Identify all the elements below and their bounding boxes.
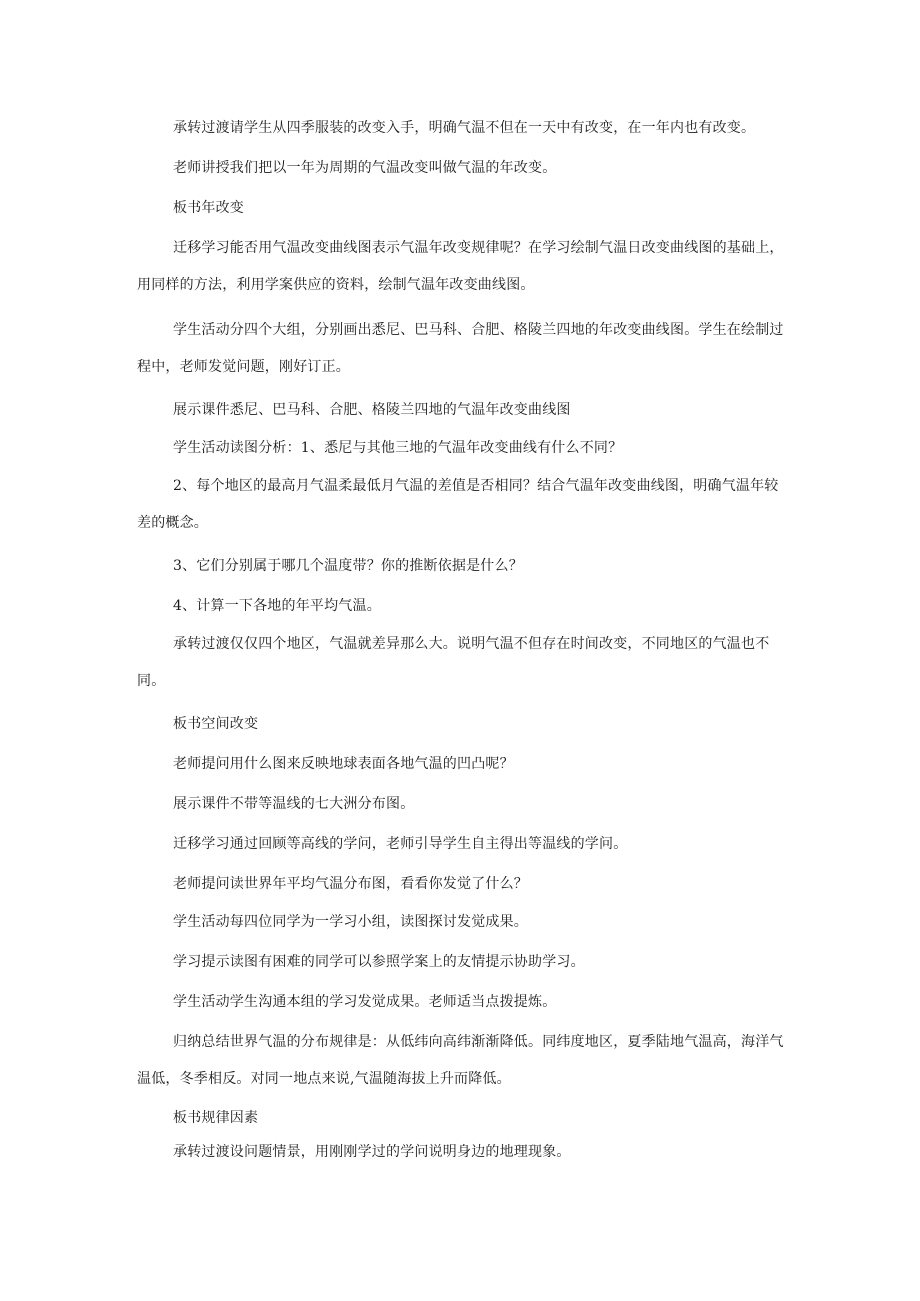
paragraph: 4、计算一下各地的年平均气温。 — [173, 598, 381, 614]
section-heading: 板书规律因素 — [173, 1110, 259, 1126]
paragraph: 归纳总结世界气温的分布规律是：从低纬向高纬渐渐降低。同纬度地区，夏季陆地气温高，海洋气温低，冬季相反。对同一地点来说,气温随海拔上升而降低。 — [137, 1034, 784, 1087]
paragraph: 老师提问读世界年平均气温分布图，看看你发觉了什么？ — [173, 876, 528, 892]
paragraph: 学生活动学生沟通本组的学习发觉成果。老师适当点拨提炼。 — [173, 994, 557, 1010]
paragraph: 学生活动每四位同学为一学习小组，读图探讨发觉成果。 — [173, 914, 528, 930]
paragraph: 展示课件悉尼、巴马科、合肥、格陵兰四地的气温年改变曲线图 — [173, 402, 571, 418]
paragraph: 学生活动读图分析：1、悉尼与其他三地的气温年改变曲线有什么不同？ — [173, 440, 623, 456]
paragraph: 承转过渡仅仅四个地区，气温就差异那么大。说明气温不但存在时间改变，不同地区的气温也不同。 — [137, 636, 770, 689]
section-heading: 板书年改变 — [173, 200, 244, 216]
paragraph: 学习提示读图有困难的同学可以参照学案上的友情提示协助学习。 — [173, 954, 585, 970]
paragraph: 学生活动分四个大组，分别画出悉尼、巴马科、合肥、格陵兰四地的年改变曲线图。学生在绘制过程中，老师发觉问题，刚好订正。 — [137, 322, 784, 375]
paragraph: 3、它们分别属于哪几个温度带？你的推断依据是什么？ — [173, 558, 523, 574]
paragraph: 2、每个地区的最高月气温柔最低月气温的差值是否相同？结合气温年改变曲线图，明确气温年较差的概念。 — [137, 478, 779, 531]
paragraph: 展示课件不带等温线的七大洲分布图。 — [173, 796, 415, 812]
paragraph: 老师提问用什么图来反映地球表面各地气温的凹凸呢？ — [173, 756, 514, 772]
paragraph: 老师讲授我们把以一年为周期的气温改变叫做气温的年改变。 — [173, 160, 557, 176]
paragraph: 承转过渡设问题情景，用刚刚学过的学问说明身边的地理现象。 — [173, 1144, 571, 1160]
paragraph: 迁移学习能否用气温改变曲线图表示气温年改变规律呢？在学习绘制气温日改变曲线图的基础上，用同样的方法，利用学案供应的资料，绘制气温年改变曲线图。 — [137, 240, 784, 293]
paragraph: 迁移学习通过回顾等高线的学问，老师引导学生自主得出等温线的学问。 — [173, 836, 628, 852]
section-heading: 板书空间改变 — [173, 716, 259, 732]
paragraph: 承转过渡请学生从四季服装的改变入手，明确气温不但在一天中有改变，在一年内也有改变。 — [173, 120, 756, 136]
